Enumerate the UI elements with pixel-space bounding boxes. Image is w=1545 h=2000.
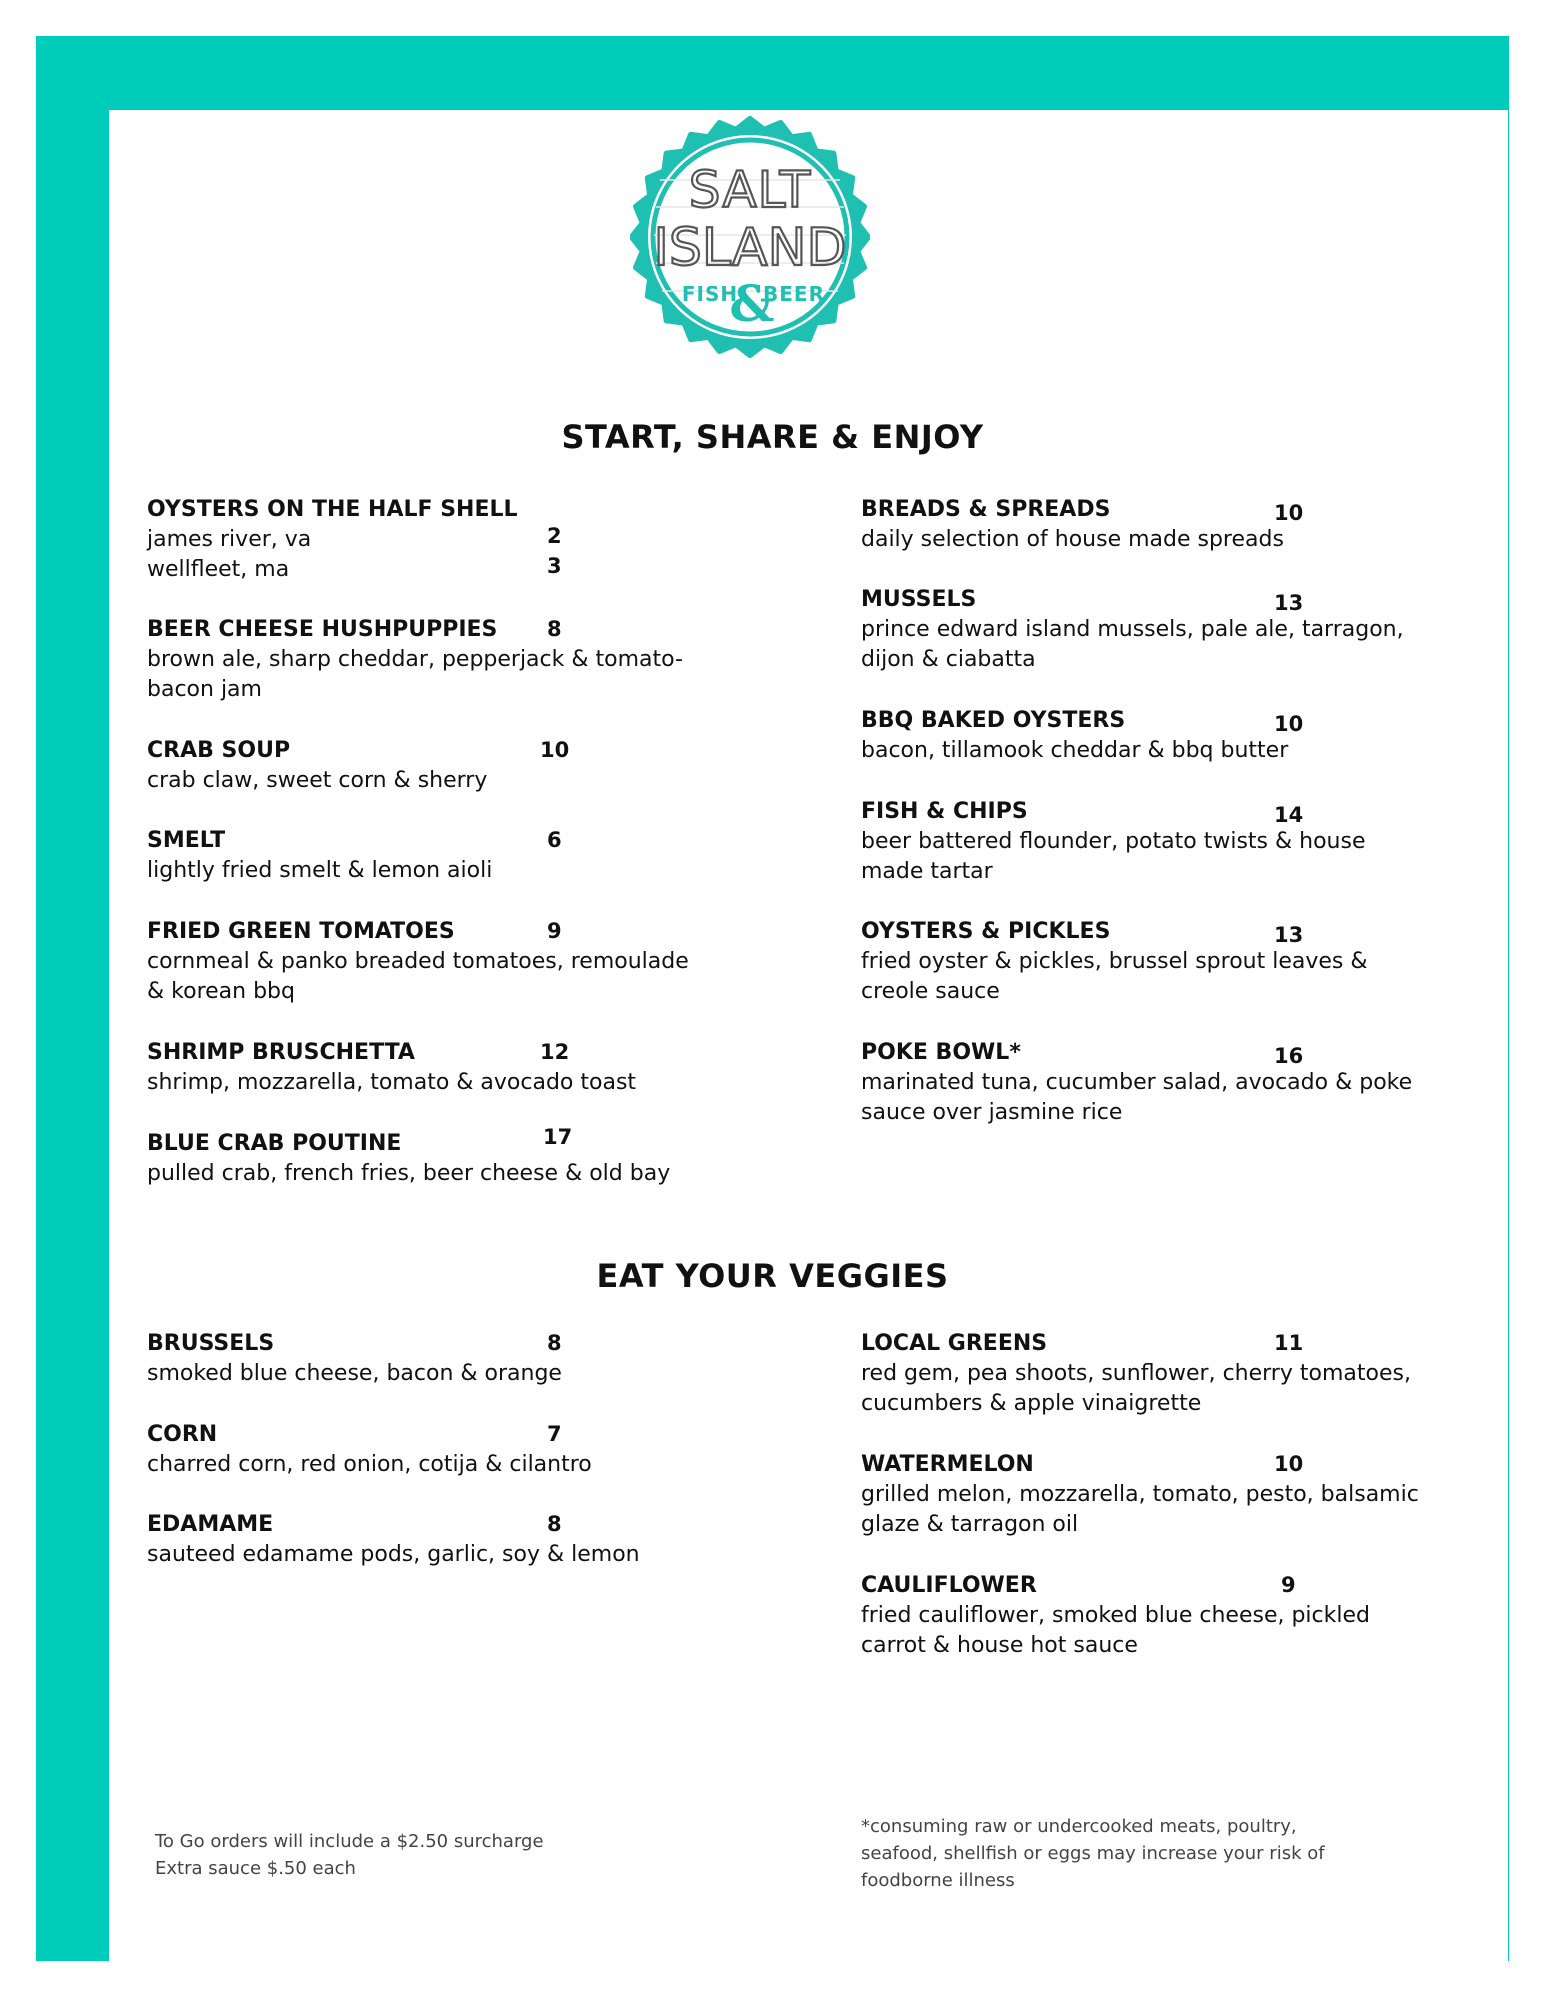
logo-fish-text: FISH (681, 282, 739, 306)
item-price: 6 (547, 828, 562, 852)
item-description: lightly fried smelt & lemon aioli (147, 858, 493, 883)
menu-item-shrimp-bruschetta (147, 1038, 707, 1098)
item-name: BBQ BAKED OYSTERS (861, 708, 1126, 733)
item-price: 10 (1274, 1452, 1304, 1476)
salt-island-logo (630, 95, 870, 380)
item-description: crab claw, sweet corn & sherry (147, 768, 488, 793)
item-name: EDAMAME (147, 1512, 274, 1537)
item-price: 11 (1274, 1331, 1304, 1355)
footer-to-go-note (155, 1828, 655, 1882)
item-description: sauteed edamame pods, garlic, soy & lemon (147, 1542, 640, 1567)
item-description: brown ale, sharp cheddar, pepperjack & tomato-bacon jam (147, 647, 683, 702)
sub-item-price: 3 (547, 554, 562, 578)
item-price: 13 (1274, 923, 1304, 947)
menu-item-fish-chips (861, 797, 1421, 887)
item-price: 8 (547, 1512, 562, 1536)
item-description: bacon, tillamook cheddar & bbq butter (861, 738, 1289, 763)
sub-item-label: wellfleet, ma (147, 557, 290, 582)
menu-item-corn (147, 1420, 707, 1480)
menu-item-breads-spreads (861, 495, 1421, 555)
item-name: SHRIMP BRUSCHETTA (147, 1040, 415, 1065)
menu-item-poke-bowl (861, 1038, 1421, 1128)
item-price: 10 (1274, 712, 1304, 736)
item-description: shrimp, mozzarella, tomato & avocado toast (147, 1070, 637, 1095)
item-price: 8 (547, 1331, 562, 1355)
item-name: OYSTERS ON THE HALF SHELL (147, 497, 518, 522)
item-name: LOCAL GREENS (861, 1331, 1048, 1356)
item-price: 10 (1274, 501, 1304, 525)
item-price: 8 (547, 617, 562, 641)
logo-amp-text: & (729, 274, 775, 333)
menu-item-brussels (147, 1329, 707, 1389)
item-name: CRAB SOUP (147, 738, 291, 763)
item-description: red gem, pea shoots, sunflower, cherry tomatoes, cucumbers & apple vinaigrette (861, 1361, 1411, 1416)
item-description: beer battered flounder, potato twists & house made tartar (861, 829, 1366, 884)
item-description: pulled crab, french fries, beer cheese & old bay (147, 1161, 671, 1186)
menu-item-fried-green-tomatoes (147, 917, 707, 1007)
item-name: MUSSELS (861, 587, 977, 612)
item-name: CAULIFLOWER (861, 1573, 1037, 1598)
to-go-surcharge-text: To Go orders will include a $2.50 surcharge (155, 1831, 544, 1852)
menu-item-smelt (147, 826, 707, 886)
menu-item-watermelon (861, 1450, 1421, 1540)
item-description: smoked blue cheese, bacon & orange (147, 1361, 562, 1386)
item-price: 10 (540, 738, 570, 762)
menu-item-cauliflower (861, 1571, 1421, 1661)
section-title-eat-your-veggies: EAT YOUR VEGGIES (596, 1257, 949, 1295)
item-name: BREADS & SPREADS (861, 497, 1111, 522)
menu-item-oysters-pickles (861, 917, 1421, 1007)
item-price: 14 (1274, 803, 1304, 827)
menu-item-oysters-half-shell (147, 495, 707, 585)
extra-sauce-text: Extra sauce $.50 each (155, 1858, 356, 1879)
item-name: BEER CHEESE HUSHPUPPIES (147, 617, 498, 642)
item-price: 9 (547, 919, 562, 943)
item-description: daily selection of house made spreads (861, 527, 1284, 552)
item-price: 12 (540, 1040, 570, 1064)
menu-page (109, 110, 1508, 1962)
sub-item-row (147, 525, 707, 555)
item-description: fried cauliflower, smoked blue cheese, pickled carrot & house hot sauce (861, 1603, 1370, 1658)
item-name: CORN (147, 1422, 218, 1447)
menu-item-mussels (861, 585, 1421, 675)
item-description: cornmeal & panko breaded tomatoes, remoulade & korean bbq (147, 949, 689, 1004)
item-name: WATERMELON (861, 1452, 1034, 1477)
menu-item-local-greens (861, 1329, 1421, 1419)
item-name: BLUE CRAB POUTINE (147, 1131, 402, 1156)
item-price: 17 (543, 1125, 573, 1149)
item-price: 7 (547, 1422, 562, 1446)
item-name: FRIED GREEN TOMATOES (147, 919, 455, 944)
logo-beer-text: BEER (763, 282, 825, 306)
raw-food-warning: *consuming raw or undercooked meats, poultry, seafood, shellfish or eggs may increase your risk of foodborne illness (861, 1816, 1325, 1891)
item-price: 13 (1274, 591, 1304, 615)
item-description: prince edward island mussels, pale ale, tarragon, dijon & ciabatta (861, 617, 1404, 672)
logo-island-text: ISLAND (653, 218, 847, 278)
item-name: OYSTERS & PICKLES (861, 919, 1111, 944)
menu-item-blue-crab-poutine (147, 1125, 707, 1189)
item-description: grilled melon, mozzarella, tomato, pesto, balsamic glaze & tarragon oil (861, 1482, 1419, 1537)
item-description: charred corn, red onion, cotija & cilantro (147, 1452, 592, 1477)
menu-item-crab-soup (147, 736, 707, 796)
logo-salt-text: SALT (688, 161, 812, 219)
item-name: SMELT (147, 828, 226, 853)
item-name: POKE BOWL* (861, 1040, 1021, 1065)
sub-item-label: james river, va (147, 527, 312, 552)
item-price: 16 (1274, 1044, 1304, 1068)
menu-item-edamame (147, 1510, 707, 1570)
item-description: marinated tuna, cucumber salad, avocado & poke sauce over jasmine rice (861, 1070, 1413, 1125)
section-title-start-share: START, SHARE & ENJOY (561, 418, 984, 456)
item-price: 9 (1281, 1573, 1296, 1597)
sub-item-row (147, 555, 707, 585)
menu-item-beer-cheese-hushpuppies (147, 615, 707, 705)
sub-item-price: 2 (547, 524, 562, 548)
menu-item-bbq-baked-oysters (861, 706, 1421, 766)
item-name: FISH & CHIPS (861, 799, 1028, 824)
item-name: BRUSSELS (147, 1331, 275, 1356)
item-description: fried oyster & pickles, brussel sprout leaves & creole sauce (861, 949, 1368, 1004)
